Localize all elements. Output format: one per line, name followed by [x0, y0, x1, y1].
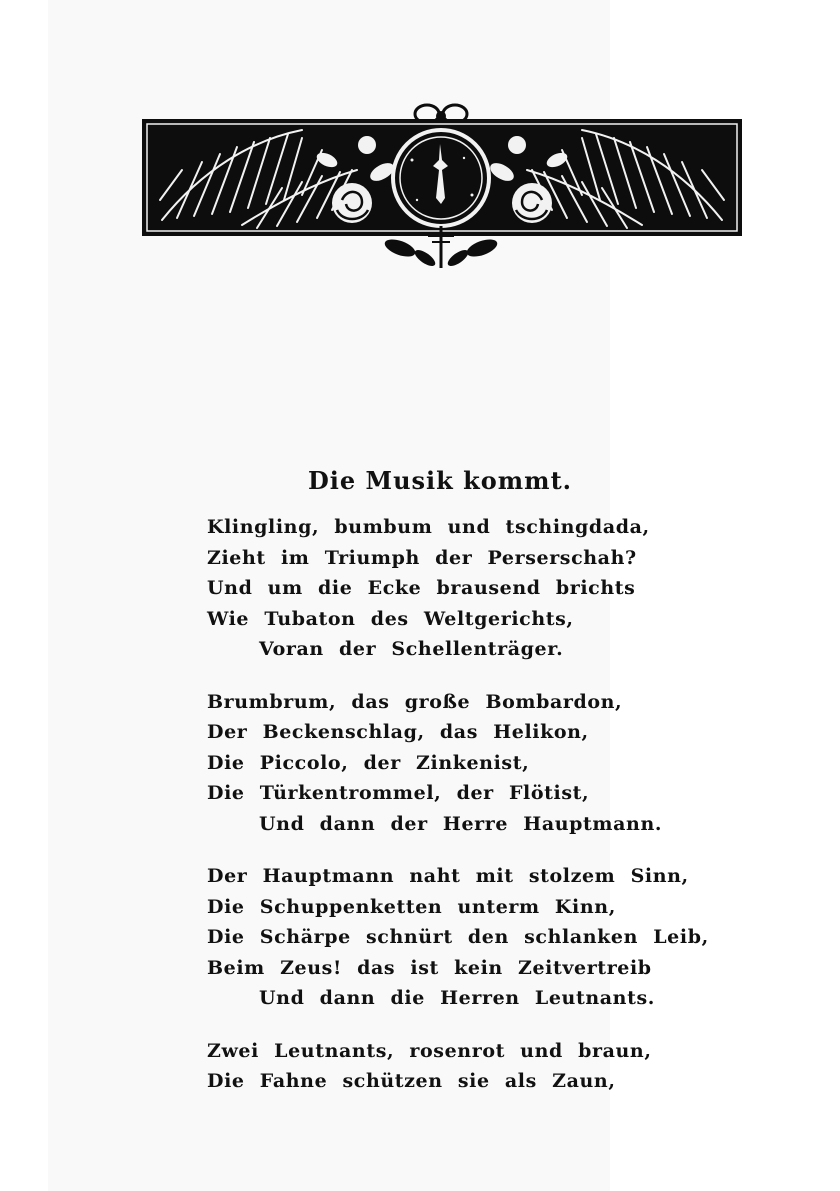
poem-line: Die Fahne schützen sie als Zaun, [207, 1070, 616, 1092]
poem-line: Die Türkentrommel, der Flötist, [207, 782, 590, 804]
poem-body [207, 512, 727, 1119]
stanza-2 [207, 687, 727, 840]
poem-line: Der Hauptmann naht mit stolzem Sinn, [207, 865, 689, 887]
poem-line: Zwei Leutnants, rosenrot und braun, [207, 1039, 652, 1062]
poem-line: Die Piccolo, der Zinkenist, [207, 751, 530, 774]
poem-line: Beim Zeus! das ist kein Zeitvertreib [207, 956, 652, 979]
stanza-4 [207, 1036, 727, 1097]
stanza-3 [207, 861, 727, 1014]
poem-line: Zieht im Triumph der Perserschah? [207, 546, 637, 569]
poem-refrain-line: Voran der Schellenträger. [259, 638, 564, 660]
poem-title: Die Musik kommt. [307, 466, 573, 495]
stanza-1 [207, 512, 727, 665]
floral-vignette-icon [142, 100, 742, 275]
poem-refrain-line: Und dann der Herre Hauptmann. [259, 812, 663, 835]
poem-line: Brumbrum, das große Bombardon, [207, 690, 623, 713]
poem-line: Wie Tubaton des Weltgerichts, [207, 607, 574, 630]
poem-line: Der Beckenschlag, das Helikon, [207, 721, 589, 743]
poem-line: Die Schärpe schnürt den schlanken Leib, [207, 926, 709, 948]
poem-line: Die Schuppenketten unterm Kinn, [207, 895, 616, 918]
poem-refrain-line: Und dann die Herren Leutnants. [259, 987, 655, 1009]
poem-line: Und um die Ecke brausend brichts [207, 577, 636, 599]
poem-line: Klingling, bumbum und tschingdada, [207, 516, 650, 538]
